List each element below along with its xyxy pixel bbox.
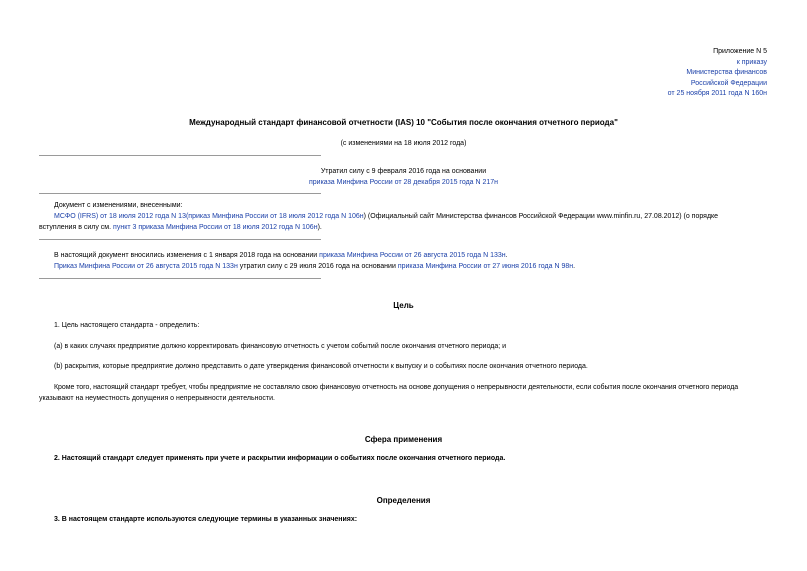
paragraph-1: 1. Цель настоящего стандарта - определить: [54, 322, 200, 329]
header-line2[interactable]: к приказу [736, 58, 767, 66]
amendments-text2-end: . [573, 263, 576, 270]
paragraph-c-line1: Кроме того, настоящий стандарт требует, чтобы предприятие не составляло свою финансовую отчетность на основе допущения о непрерывности деятельности, если события после окончания отчетного периода [54, 384, 739, 391]
scope-heading: Сфера применения [364, 435, 443, 444]
divider [39, 278, 321, 279]
divider [39, 239, 321, 240]
amendments-link1[interactable]: приказа Минфина России от 26 августа 2015 года N 133н [319, 252, 506, 259]
header-line3[interactable]: Министерства финансов [686, 69, 767, 76]
changes-line1 [54, 213, 768, 220]
paragraph-a: (a) в каких случаях предприятие должно корректировать финансовую отчетность с учетом событий после окончания отчетного периода; и [54, 343, 507, 350]
changes-text1: ) (Официальный сайт Министерства финансов Российской Федерации www.minfin.ru, 27.08.2012) (о порядке [363, 213, 719, 220]
paragraph-b: (b) раскрытия, которые предприятие должно представить о дате утверждения финансовой отчетности к выпуску и о событиях после окончания отчетного периода. [54, 363, 588, 370]
amendments-line2 [54, 263, 575, 270]
amendments-link3[interactable]: приказа Минфина России от 27 июня 2016 года N 98н [397, 263, 574, 270]
document-title: Международный стандарт финансовой отчетности (IAS) 10 "События после окончания отчетного периода" [189, 118, 618, 127]
paragraph-3: 3. В настоящем стандарте используются следующие термины в указанных значениях: [54, 516, 358, 523]
changes-text2: вступления в силу см. [39, 224, 112, 231]
amendments-text1-end: . [505, 252, 508, 259]
changes-label: Документ с изменениями, внесенными: [54, 202, 183, 209]
lost-force-link[interactable]: приказа Минфина России от 28 декабря 2015 года N 217н [308, 179, 499, 186]
goal-heading: Цель [393, 301, 414, 310]
amendments-link2[interactable]: Приказ Минфина России от 26 августа 2015 года N 133н [54, 263, 238, 270]
changes-link-ifrs[interactable]: МСФО (IFRS) от 18 июля 2012 года N 13 [54, 213, 186, 220]
lost-force-text: Утратил силу с 9 февраля 2016 года на основании [320, 168, 487, 175]
amendments-text2: утратил силу с 29 июля 2016 года на основании [237, 263, 396, 270]
header-line4[interactable]: Российской Федерации [690, 79, 767, 87]
paragraph-2: 2. Настоящий стандарт следует применять при учете и раскрытии информации о событиях после окончания отчетного периода. [54, 455, 506, 462]
header-line1: Приложение N 5 [713, 48, 767, 55]
changes-link-point3[interactable]: пункт 3 приказа Минфина России от 18 июля 2012 года N 106н [113, 224, 318, 231]
header-line5[interactable]: от 25 ноября 2011 года N 160н [667, 90, 767, 97]
divider [39, 155, 321, 156]
amendments-line1 [54, 252, 508, 259]
amendments-text1: В настоящий документ вносились изменения с 1 января 2018 года на основании [54, 252, 318, 259]
header-block [668, 47, 767, 100]
document-subtitle: (с изменениями на 18 июля 2012 года) [340, 140, 467, 147]
paragraph-c-line2: указывают на неуместность допущения о непрерывности деятельности. [39, 395, 275, 402]
definitions-heading: Определения [376, 496, 431, 505]
divider [39, 193, 321, 194]
changes-text3: ). [317, 224, 322, 231]
changes-line2 [39, 224, 322, 231]
changes-link-order[interactable]: (приказ Минфина России от 18 июля 2012 года N 106н [185, 213, 364, 220]
